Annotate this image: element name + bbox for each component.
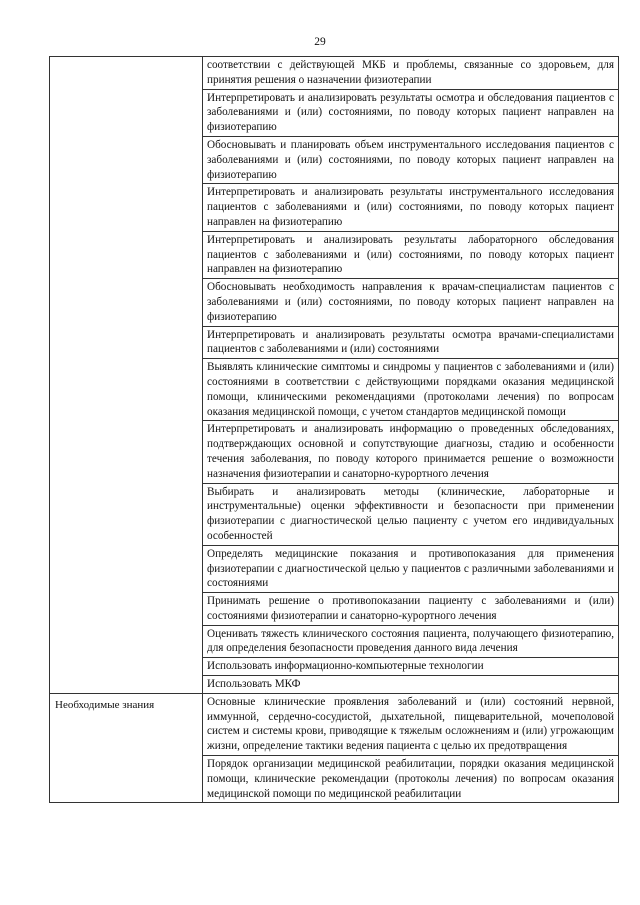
list-item: Интерпретировать и анализировать результаты лабораторного обследования пациентов с заболеваниями и (или) состояниями, по поводу которых пациент направлен на физиотерапию — [203, 232, 618, 279]
list-item: Выбирать и анализировать методы (клинические, лабораторные и инструментальные) оценки эффективности и безопасности при применении физиотерапии с диагностической целью пациенту с учетом его индивидуальных особенностей — [203, 484, 618, 546]
table-row — [50, 57, 619, 694]
list-item: Интерпретировать и анализировать результаты инструментального исследования пациентов с заболеваниями и (или) состояниями, по поводу которых пациент направлен на физиотерапию — [203, 184, 618, 231]
list-item: Порядок организации медицинской реабилитации, порядки оказания медицинской помощи, клинические рекомендации (протоколы лечения) по вопросам оказания медицинской помощи по медицинской реабилитации — [207, 758, 614, 800]
list-item: Обосновывать и планировать объем инструментального исследования пациентов с заболеваниями и (или) состояниями, по поводу которых пациент направлен на физиотерапию — [203, 137, 618, 184]
list-item: Использовать информационно-компьютерные технологии — [203, 658, 618, 676]
list-item: Использовать МКФ — [207, 678, 301, 691]
list-item: соответствии с действующей МКБ и проблемы, связанные со здоровьем, для принятия решения о назначении физиотерапии — [203, 57, 618, 90]
list-item: Оценивать тяжесть клинического состояния пациента, получающего физиотерапию, для определения безопасности проведения данного вида лечения — [203, 626, 618, 659]
row-label-cell — [50, 57, 203, 694]
list-item: Определять медицинские показания и противопоказания для применения физиотерапии с диагностической целью у пациентов с различными заболеваниями и состояниями — [203, 546, 618, 593]
list-item: Основные клинические проявления заболеваний и (или) состояний нервной, иммунной, сердечно-сосудистой, дыхательной, пищеварительной, мочеполовой систем и системы крови, приводящие к тяжелым осложнениям и (или) угрожающим жизни, определение тактики ведения пациента с целью их предотвращения — [203, 694, 618, 756]
row-content-cell — [203, 693, 619, 803]
list-item: Интерпретировать и анализировать информацию о проведенных обследованиях, подтверждающих основной и сопутствующие диагнозы, стадию и особенности течения заболевания, по поводу которого принимается решение о возможности назначения физиотерапии и санаторно-курортного лечения — [203, 421, 618, 483]
list-item: Принимать решение о противопоказании пациенту с заболеваниями и (или) состояниями физиотерапии и санаторно-курортного лечения — [203, 593, 618, 626]
list-item: Выявлять клинические симптомы и синдромы у пациентов с заболеваниями и (или) состояниями в соответствии с действующими порядками оказания медицинской помощи, клиническими рекомендациями (протоколами лечения) по вопросам оказания медицинской помощи, с учетом стандартов медицинской помощи — [203, 359, 618, 421]
list-item: Интерпретировать и анализировать результаты осмотра врачами-специалистами пациентов с заболеваниями и (или) состояниями — [203, 327, 618, 360]
page-number: 29 — [314, 36, 326, 48]
row-label: Необходимые знания — [55, 698, 155, 711]
row-content-cell — [203, 57, 619, 694]
row-label-cell — [50, 693, 203, 803]
requirements-table — [49, 56, 619, 803]
table-row — [50, 693, 619, 803]
list-item: Обосновывать необходимость направления к врачам-специалистам пациентов с заболеваниями и (или) состояниями, по поводу которых пациент направлен на физиотерапию — [203, 279, 618, 326]
list-item: Интерпретировать и анализировать результаты осмотра и обследования пациентов с заболеваниями и (или) состояниями, по поводу которых пациент направлен на физиотерапию — [203, 90, 618, 137]
row-label — [50, 57, 202, 65]
